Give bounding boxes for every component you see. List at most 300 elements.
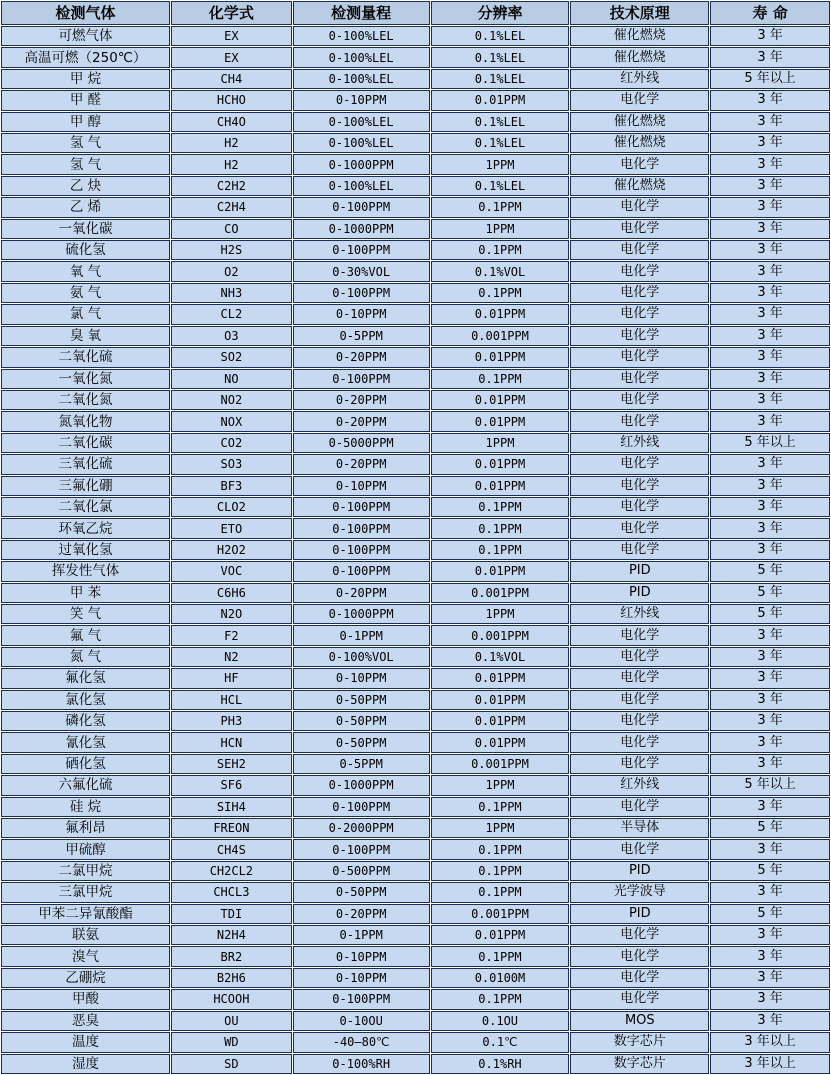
table-row [1, 775, 830, 795]
table-row [1, 304, 830, 324]
cell-principle: PID [570, 561, 709, 581]
cell-resolution: 0.001PPM [431, 904, 570, 924]
cell-gas: 氢 气 [1, 154, 170, 174]
cell-gas: 磷化氢 [1, 711, 170, 731]
cell-resolution: 0.01PPM [431, 732, 570, 752]
cell-resolution: 0.1PPM [431, 497, 570, 517]
cell-lifespan: 3 年以上 [710, 1054, 830, 1075]
cell-lifespan: 3 年 [710, 540, 830, 560]
table-row [1, 261, 830, 281]
cell-formula: HCN [171, 732, 292, 752]
cell-principle: 电化学 [570, 797, 709, 817]
cell-formula: H2O2 [171, 540, 292, 560]
table-row [1, 604, 830, 624]
cell-lifespan: 3 年 [710, 261, 830, 281]
cell-formula: SD [171, 1054, 292, 1075]
cell-gas: 湿度 [1, 1054, 170, 1075]
cell-principle: 电化学 [570, 454, 709, 474]
cell-gas: 氟 气 [1, 625, 170, 645]
cell-formula: N2H4 [171, 925, 292, 945]
cell-principle: 电化学 [570, 347, 709, 367]
cell-range: 0-100PPM [293, 540, 430, 560]
cell-range: 0-10PPM [293, 90, 430, 110]
cell-resolution: 0.1PPM [431, 518, 570, 538]
cell-lifespan: 3 年 [710, 647, 830, 667]
cell-principle: 催化燃烧 [570, 112, 709, 132]
cell-formula: ETO [171, 518, 292, 538]
cell-lifespan: 3 年 [710, 283, 830, 303]
cell-formula: SEH2 [171, 754, 292, 774]
cell-lifespan: 3 年 [710, 690, 830, 710]
cell-range: 0-100PPM [293, 518, 430, 538]
table-row [1, 1011, 830, 1031]
cell-resolution: 0.01PPM [431, 711, 570, 731]
cell-range: 0-1000PPM [293, 604, 430, 624]
cell-principle: 电化学 [570, 668, 709, 688]
cell-lifespan: 3 年 [710, 197, 830, 217]
cell-resolution: 0.01PPM [431, 304, 570, 324]
cell-formula: NO [171, 369, 292, 389]
cell-principle: 半导体 [570, 818, 709, 838]
cell-principle: 催化燃烧 [570, 176, 709, 196]
table-row [1, 454, 830, 474]
cell-principle: 电化学 [570, 369, 709, 389]
cell-lifespan: 3 年 [710, 497, 830, 517]
cell-resolution: 0.01PPM [431, 411, 570, 431]
cell-lifespan: 5 年 [710, 818, 830, 838]
cell-formula: CL2 [171, 304, 292, 324]
table-row [1, 69, 830, 89]
cell-range: 0-100PPM [293, 240, 430, 260]
cell-principle: 电化学 [570, 411, 709, 431]
cell-range: 0-20PPM [293, 583, 430, 603]
cell-gas: 二氯甲烷 [1, 861, 170, 881]
cell-lifespan: 3 年 [710, 1011, 830, 1031]
table-row [1, 133, 830, 153]
cell-gas: 二氧化氮 [1, 390, 170, 410]
cell-lifespan: 3 年以上 [710, 1032, 830, 1052]
cell-lifespan: 3 年 [710, 47, 830, 67]
cell-gas: 氰化氢 [1, 732, 170, 752]
cell-range: 0-100PPM [293, 839, 430, 859]
cell-gas: 甲苯二异氰酸酯 [1, 904, 170, 924]
table-row [1, 1032, 830, 1052]
table-row [1, 497, 830, 517]
cell-resolution: 0.01PPM [431, 476, 570, 496]
cell-range: 0-10PPM [293, 968, 430, 988]
cell-formula: O2 [171, 261, 292, 281]
table-row [1, 711, 830, 731]
cell-lifespan: 3 年 [710, 968, 830, 988]
table-row [1, 283, 830, 303]
cell-gas: 甲 烷 [1, 69, 170, 89]
cell-gas: 三氯甲烷 [1, 882, 170, 902]
cell-lifespan: 3 年 [710, 304, 830, 324]
cell-range: 0-50PPM [293, 882, 430, 902]
cell-gas: 硒化氢 [1, 754, 170, 774]
cell-principle: 电化学 [570, 326, 709, 346]
cell-formula: CH4 [171, 69, 292, 89]
cell-range: 0-10OU [293, 1011, 430, 1031]
cell-lifespan: 5 年以上 [710, 433, 830, 453]
cell-formula: CO2 [171, 433, 292, 453]
table-row [1, 968, 830, 988]
cell-lifespan: 3 年 [710, 411, 830, 431]
cell-resolution: 0.1PPM [431, 861, 570, 881]
cell-range: 0-100%LEL [293, 47, 430, 67]
cell-resolution: 0.1%LEL [431, 133, 570, 153]
table-row [1, 583, 830, 603]
cell-gas: 乙 炔 [1, 176, 170, 196]
cell-principle: 电化学 [570, 839, 709, 859]
cell-formula: C6H6 [171, 583, 292, 603]
cell-principle: PID [570, 583, 709, 603]
cell-formula: CH2CL2 [171, 861, 292, 881]
cell-range: 0-20PPM [293, 390, 430, 410]
cell-range: 0-100%RH [293, 1054, 430, 1075]
cell-principle: 电化学 [570, 390, 709, 410]
cell-lifespan: 3 年 [710, 176, 830, 196]
cell-formula: TDI [171, 904, 292, 924]
cell-formula: CH4S [171, 839, 292, 859]
cell-principle: 电化学 [570, 518, 709, 538]
cell-gas: 氢 气 [1, 133, 170, 153]
cell-gas: 笑 气 [1, 604, 170, 624]
cell-principle: 电化学 [570, 304, 709, 324]
cell-lifespan: 3 年 [710, 668, 830, 688]
cell-resolution: 1PPM [431, 219, 570, 239]
cell-formula: NOX [171, 411, 292, 431]
cell-range: 0-100PPM [293, 989, 430, 1009]
cell-gas: 甲 苯 [1, 583, 170, 603]
cell-range: 0-20PPM [293, 904, 430, 924]
cell-lifespan: 5 年以上 [710, 775, 830, 795]
table-row [1, 347, 830, 367]
cell-gas: 可燃气体 [1, 26, 170, 46]
cell-gas: 挥发性气体 [1, 561, 170, 581]
table-row [1, 732, 830, 752]
cell-resolution: 0.01PPM [431, 690, 570, 710]
cell-formula: OU [171, 1011, 292, 1031]
cell-range: 0-100%LEL [293, 26, 430, 46]
cell-formula: HCL [171, 690, 292, 710]
cell-gas: 恶臭 [1, 1011, 170, 1031]
cell-formula: PH3 [171, 711, 292, 731]
cell-gas: 臭 氧 [1, 326, 170, 346]
cell-range: 0-50PPM [293, 690, 430, 710]
cell-lifespan: 3 年 [710, 732, 830, 752]
cell-resolution: 0.1PPM [431, 197, 570, 217]
cell-resolution: 0.1%VOL [431, 647, 570, 667]
cell-resolution: 1PPM [431, 154, 570, 174]
cell-resolution: 0.1℃ [431, 1032, 570, 1052]
cell-principle: MOS [570, 1011, 709, 1031]
cell-formula: FREON [171, 818, 292, 838]
cell-range: 0-10PPM [293, 668, 430, 688]
cell-gas: 硫化氢 [1, 240, 170, 260]
cell-principle: 数字芯片 [570, 1032, 709, 1052]
cell-principle: 红外线 [570, 775, 709, 795]
cell-lifespan: 3 年 [710, 518, 830, 538]
cell-lifespan: 3 年 [710, 476, 830, 496]
cell-gas: 六氟化硫 [1, 775, 170, 795]
table-row [1, 839, 830, 859]
cell-resolution: 0.001PPM [431, 754, 570, 774]
cell-resolution: 0.01PPM [431, 561, 570, 581]
cell-formula: WD [171, 1032, 292, 1052]
cell-lifespan: 3 年 [710, 797, 830, 817]
cell-lifespan: 3 年 [710, 154, 830, 174]
cell-formula: SO3 [171, 454, 292, 474]
cell-gas: 甲 醛 [1, 90, 170, 110]
cell-formula: BR2 [171, 946, 292, 966]
cell-principle: PID [570, 904, 709, 924]
table-row [1, 326, 830, 346]
cell-gas: 硅 烷 [1, 797, 170, 817]
cell-principle: 光学波导 [570, 882, 709, 902]
cell-formula: N2 [171, 647, 292, 667]
cell-gas: 乙硼烷 [1, 968, 170, 988]
table-row [1, 26, 830, 46]
cell-gas: 氟化氢 [1, 668, 170, 688]
table-row [1, 176, 830, 196]
cell-range: 0-5PPM [293, 754, 430, 774]
cell-range: 0-1PPM [293, 925, 430, 945]
cell-principle: 电化学 [570, 540, 709, 560]
column-header-principle: 技术原理 [570, 1, 709, 25]
cell-lifespan: 3 年 [710, 625, 830, 645]
cell-formula: SF6 [171, 775, 292, 795]
cell-gas: 高温可燃（250℃） [1, 47, 170, 67]
table-row [1, 540, 830, 560]
cell-principle: 电化学 [570, 989, 709, 1009]
cell-lifespan: 5 年 [710, 561, 830, 581]
cell-formula: BF3 [171, 476, 292, 496]
cell-lifespan: 3 年 [710, 989, 830, 1009]
cell-lifespan: 3 年 [710, 240, 830, 260]
cell-range: 0-50PPM [293, 732, 430, 752]
cell-lifespan: 5 年 [710, 861, 830, 881]
table-row [1, 1054, 830, 1075]
cell-principle: 催化燃烧 [570, 26, 709, 46]
cell-principle: 电化学 [570, 219, 709, 239]
cell-range: 0-100%LEL [293, 69, 430, 89]
cell-resolution: 0.0100M [431, 968, 570, 988]
cell-resolution: 0.1PPM [431, 369, 570, 389]
cell-gas: 联氨 [1, 925, 170, 945]
table-row [1, 625, 830, 645]
spec-table-body [1, 26, 830, 1074]
cell-range: 0-2000PPM [293, 818, 430, 838]
cell-lifespan: 3 年 [710, 133, 830, 153]
table-row [1, 797, 830, 817]
cell-gas: 一氧化氮 [1, 369, 170, 389]
table-row [1, 668, 830, 688]
cell-gas: 氟利昂 [1, 818, 170, 838]
cell-formula: NO2 [171, 390, 292, 410]
cell-resolution: 0.1PPM [431, 839, 570, 859]
cell-range: 0-10PPM [293, 304, 430, 324]
cell-formula: HCOOH [171, 989, 292, 1009]
cell-formula: C2H4 [171, 197, 292, 217]
table-row [1, 861, 830, 881]
cell-range: 0-10PPM [293, 476, 430, 496]
cell-range: 0-5000PPM [293, 433, 430, 453]
cell-principle: 电化学 [570, 240, 709, 260]
cell-resolution: 0.01PPM [431, 925, 570, 945]
table-row [1, 561, 830, 581]
cell-principle: 电化学 [570, 711, 709, 731]
cell-resolution: 0.1PPM [431, 540, 570, 560]
cell-formula: N2O [171, 604, 292, 624]
cell-range: 0-500PPM [293, 861, 430, 881]
cell-resolution: 0.01PPM [431, 668, 570, 688]
table-row [1, 90, 830, 110]
table-row [1, 112, 830, 132]
table-row [1, 197, 830, 217]
cell-principle: 电化学 [570, 261, 709, 281]
column-header-range: 检测量程 [293, 1, 430, 25]
spec-table-header [1, 1, 830, 25]
cell-lifespan: 3 年 [710, 454, 830, 474]
cell-range: 0-100%LEL [293, 133, 430, 153]
cell-gas: 氨 气 [1, 283, 170, 303]
table-row [1, 476, 830, 496]
cell-resolution: 0.1PPM [431, 882, 570, 902]
table-row [1, 433, 830, 453]
cell-gas: 溴气 [1, 946, 170, 966]
table-row [1, 690, 830, 710]
cell-formula: O3 [171, 326, 292, 346]
cell-principle: 电化学 [570, 497, 709, 517]
cell-gas: 三氟化硼 [1, 476, 170, 496]
table-row [1, 411, 830, 431]
cell-resolution: 0.1%RH [431, 1054, 570, 1075]
cell-principle: 电化学 [570, 946, 709, 966]
cell-resolution: 0.1%LEL [431, 176, 570, 196]
cell-gas: 二氧化硫 [1, 347, 170, 367]
table-row [1, 369, 830, 389]
table-row [1, 989, 830, 1009]
cell-lifespan: 5 年 [710, 904, 830, 924]
cell-principle: 红外线 [570, 604, 709, 624]
table-row [1, 390, 830, 410]
cell-formula: C2H2 [171, 176, 292, 196]
cell-resolution: 1PPM [431, 433, 570, 453]
cell-principle: 电化学 [570, 625, 709, 645]
cell-principle: 电化学 [570, 476, 709, 496]
cell-resolution: 1PPM [431, 775, 570, 795]
cell-lifespan: 3 年 [710, 112, 830, 132]
cell-formula: B2H6 [171, 968, 292, 988]
cell-principle: 电化学 [570, 283, 709, 303]
cell-principle: 电化学 [570, 197, 709, 217]
cell-principle: 电化学 [570, 732, 709, 752]
cell-resolution: 0.001PPM [431, 326, 570, 346]
cell-gas: 温度 [1, 1032, 170, 1052]
cell-formula: H2 [171, 133, 292, 153]
cell-lifespan: 3 年 [710, 26, 830, 46]
table-row [1, 946, 830, 966]
cell-range: 0-100PPM [293, 369, 430, 389]
table-row [1, 925, 830, 945]
cell-range: 0-100PPM [293, 797, 430, 817]
cell-gas: 氮 气 [1, 647, 170, 667]
cell-range: 0-100%VOL [293, 647, 430, 667]
cell-principle: 红外线 [570, 69, 709, 89]
cell-range: 0-1000PPM [293, 775, 430, 795]
cell-resolution: 0.1PPM [431, 797, 570, 817]
table-row [1, 882, 830, 902]
cell-gas: 氯 气 [1, 304, 170, 324]
cell-range: 0-20PPM [293, 411, 430, 431]
table-row [1, 219, 830, 239]
cell-formula: HF [171, 668, 292, 688]
cell-gas: 三氧化硫 [1, 454, 170, 474]
cell-resolution: 0.1PPM [431, 283, 570, 303]
cell-resolution: 0.01PPM [431, 90, 570, 110]
cell-range: 0-100PPM [293, 497, 430, 517]
table-row [1, 818, 830, 838]
cell-lifespan: 3 年 [710, 369, 830, 389]
cell-lifespan: 5 年 [710, 583, 830, 603]
cell-gas: 甲 醇 [1, 112, 170, 132]
cell-lifespan: 3 年 [710, 326, 830, 346]
cell-resolution: 0.1PPM [431, 989, 570, 1009]
column-header-lifespan: 寿 命 [710, 1, 830, 25]
cell-resolution: 0.01PPM [431, 454, 570, 474]
column-header-formula: 化学式 [171, 1, 292, 25]
cell-formula: EX [171, 26, 292, 46]
cell-resolution: 0.1PPM [431, 946, 570, 966]
cell-formula: H2S [171, 240, 292, 260]
cell-principle: 红外线 [570, 433, 709, 453]
cell-lifespan: 3 年 [710, 347, 830, 367]
column-header-resolution: 分辨率 [431, 1, 570, 25]
cell-principle: 电化学 [570, 690, 709, 710]
cell-formula: HCHO [171, 90, 292, 110]
cell-gas: 一氧化碳 [1, 219, 170, 239]
cell-principle: 数字芯片 [570, 1054, 709, 1075]
table-row [1, 154, 830, 174]
cell-gas: 二氧化氯 [1, 497, 170, 517]
cell-principle: 电化学 [570, 754, 709, 774]
cell-principle: 电化学 [570, 154, 709, 174]
cell-resolution: 0.001PPM [431, 583, 570, 603]
cell-range: 0-1000PPM [293, 154, 430, 174]
cell-principle: 电化学 [570, 90, 709, 110]
cell-range: 0-100PPM [293, 197, 430, 217]
cell-lifespan: 3 年 [710, 390, 830, 410]
cell-resolution: 0.1OU [431, 1011, 570, 1031]
cell-formula: H2 [171, 154, 292, 174]
cell-lifespan: 3 年 [710, 219, 830, 239]
cell-formula: CHCL3 [171, 882, 292, 902]
cell-gas: 氧 气 [1, 261, 170, 281]
cell-range: -40—80℃ [293, 1032, 430, 1052]
cell-gas: 乙 烯 [1, 197, 170, 217]
cell-range: 0-100%LEL [293, 176, 430, 196]
cell-principle: 电化学 [570, 925, 709, 945]
cell-resolution: 0.1PPM [431, 240, 570, 260]
table-row [1, 240, 830, 260]
cell-resolution: 0.1%LEL [431, 69, 570, 89]
cell-gas: 甲酸 [1, 989, 170, 1009]
cell-resolution: 0.1%VOL [431, 261, 570, 281]
header-row [1, 1, 830, 25]
cell-gas: 甲硫醇 [1, 839, 170, 859]
cell-resolution: 1PPM [431, 818, 570, 838]
